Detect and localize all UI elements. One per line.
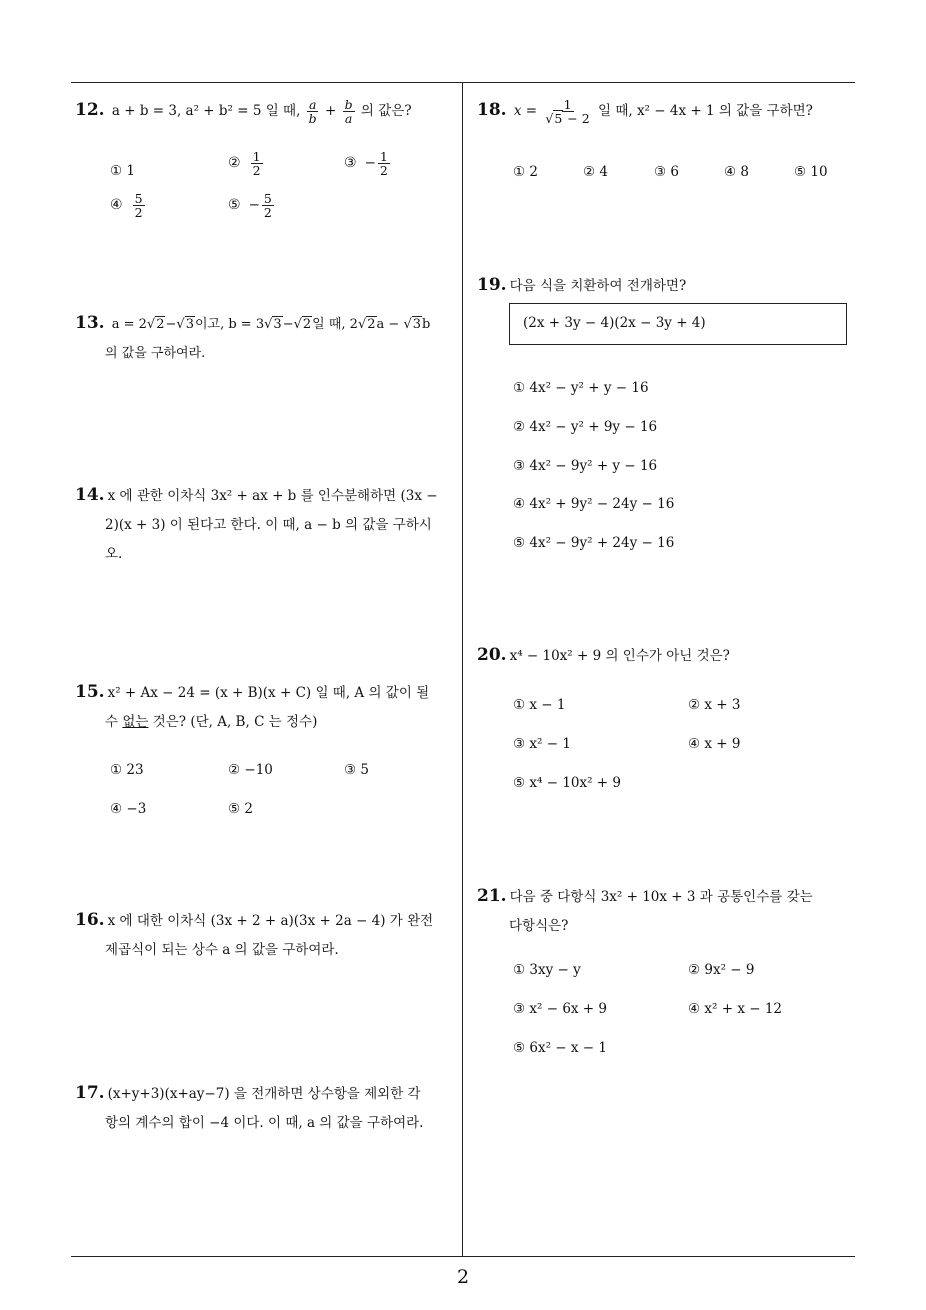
question-text: a + b = 3, a² + b² = 5 일 때,	[111, 103, 301, 119]
fraction: $\frac{b}{a}$	[344, 96, 353, 126]
choice-1[interactable]: ① 23	[110, 762, 144, 778]
fraction: $\frac{a}{b}$	[308, 96, 317, 126]
bottom-rule	[71, 1256, 855, 1257]
sqrt: √3	[264, 317, 282, 332]
choice-4[interactable]: ④ 8	[724, 164, 749, 180]
choice-5[interactable]: ⑤ − $\frac{5}{2}$	[228, 191, 272, 221]
sqrt: √2	[146, 317, 165, 332]
underlined-word: 없는	[122, 714, 149, 730]
choice-1[interactable]: ① 4x² − y² + y − 16	[513, 380, 649, 396]
choice-5[interactable]: ⑤ 6x² − x − 1	[513, 1040, 607, 1056]
expression-box: (2x + 3y − 4)(2x − 3y + 4)	[509, 303, 847, 345]
question-12: 12. a + b = 3, a² + b² = 5 일 때, $\frac{a}{b}$ + $\frac{b}{a}$ 의 값은?	[75, 96, 412, 126]
choice-3[interactable]: ③ x² − 1	[513, 736, 571, 752]
choice-4[interactable]: ④ −3	[110, 801, 147, 817]
choice-5[interactable]: ⑤ 2	[228, 801, 253, 817]
choice-1[interactable]: ① x − 1	[513, 697, 566, 713]
sqrt: √3	[403, 317, 422, 332]
choice-5[interactable]: ⑤ x⁴ − 10x² + 9	[513, 775, 621, 791]
choice-2[interactable]: ② 9x² − 9	[688, 962, 755, 978]
question-21: 21. 다음 중 다항식 3x² + 10x + 3 과 공통인수를 갖는 다항식은?	[477, 886, 813, 934]
question-13: 13. a = 2√2−√3이고, b = 3√3−√2일 때, 2√2a − √3b 의 값을 구하여라.	[75, 309, 460, 368]
choice-3[interactable]: ③ 5	[344, 762, 369, 778]
choice-5[interactable]: ⑤ 4x² − 9y² + 24y − 16	[513, 535, 675, 551]
choice-3[interactable]: ③ 6	[654, 164, 679, 180]
choice-1[interactable]: ① 3xy − y	[513, 962, 581, 978]
question-14: 14. x 에 관한 이차식 3x² + ax + b 를 인수분해하면 (3x − 2)(x + 3) 이 된다고 한다. 이 때, a − b 의 값을 구하시 오.	[75, 485, 438, 562]
question-number: 12.	[75, 100, 105, 120]
page-number: 2	[456, 1266, 470, 1288]
sqrt: √2	[357, 317, 376, 332]
choice-2[interactable]: ② x + 3	[688, 697, 741, 713]
question-18: 18. x = $\frac{1}{√5 - 2}$ 일 때, x² − 4x + 1 의 값을 구하면?	[477, 96, 813, 126]
choice-2[interactable]: ② $\frac{1}{2}$	[228, 149, 261, 179]
question-17: 17. (x+y+3)(x+ay−7) 을 전개하면 상수항을 제외한 각 항의 계수의 합이 −4 이다. 이 때, a 의 값을 구하여라.	[75, 1083, 424, 1131]
choice-4[interactable]: ④ x + 9	[688, 736, 741, 752]
choice-1[interactable]: ① 2	[513, 164, 538, 180]
choice-2[interactable]: ② 4	[583, 164, 608, 180]
choice-4[interactable]: ④ x² + x − 12	[688, 1001, 782, 1017]
choice-3[interactable]: ③ − $\frac{1}{2}$	[344, 149, 388, 179]
choice-1[interactable]: ① 1	[110, 163, 135, 179]
choice-4[interactable]: ④ $\frac{5}{2}$	[110, 191, 143, 221]
choice-2[interactable]: ② 4x² − y² + 9y − 16	[513, 419, 658, 435]
choice-4[interactable]: ④ 4x² + 9y² − 24y − 16	[513, 496, 675, 512]
choice-2[interactable]: ② −10	[228, 762, 273, 778]
fraction: $\frac{1}{√5 - 2}$	[545, 96, 590, 126]
top-rule	[71, 82, 855, 83]
sqrt: √2	[293, 317, 312, 332]
question-text: 의 값을 구하여라.	[105, 346, 206, 361]
choice-5[interactable]: ⑤ 10	[794, 164, 828, 180]
question-text: 의 값은?	[360, 103, 412, 119]
column-divider	[462, 82, 463, 1256]
question-20: 20. x⁴ − 10x² + 9 의 인수가 아닌 것은?	[477, 645, 730, 665]
choice-3[interactable]: ③ 4x² − 9y² + y − 16	[513, 458, 658, 474]
question-19: 19. 다음 식을 치환하여 전개하면?	[477, 275, 687, 295]
question-15: 15. x² + Ax − 24 = (x + B)(x + C) 일 때, A 의 값이 될 수 없는 것은? (단, A, B, C 는 정수)	[75, 682, 430, 730]
sqrt: √3	[176, 317, 194, 332]
question-16: 16. x 에 대한 이차식 (3x + 2 + a)(3x + 2a − 4) 가 완전 제곱식이 되는 상수 a 의 값을 구하여라.	[75, 910, 434, 958]
choice-3[interactable]: ③ x² − 6x + 9	[513, 1001, 607, 1017]
